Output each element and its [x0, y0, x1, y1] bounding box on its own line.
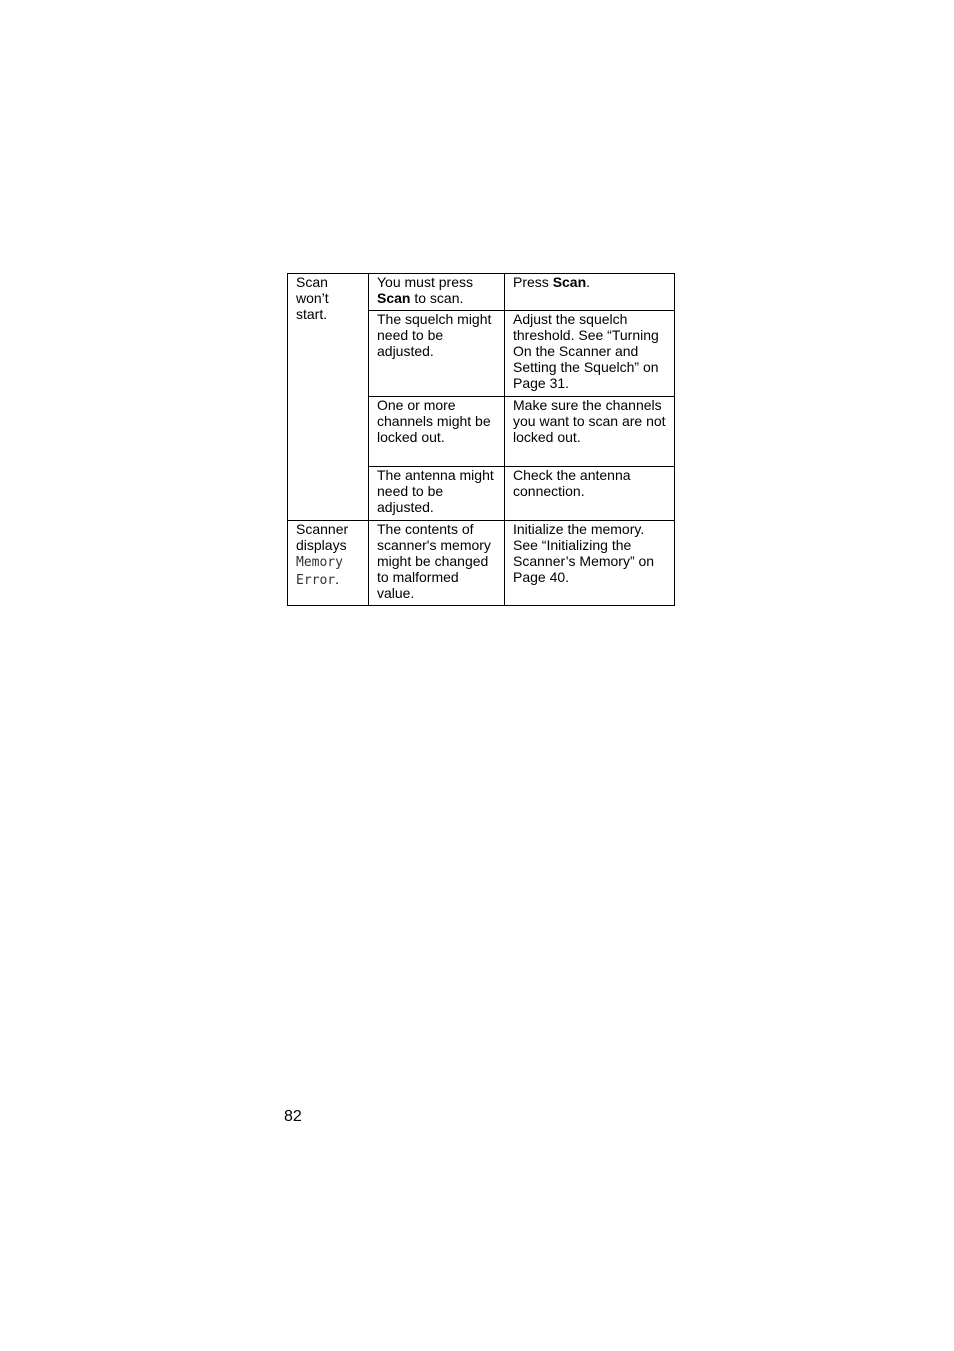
solution-cell: [505, 467, 675, 521]
cause-cell: [369, 521, 505, 606]
solution-text: Check the antenna connection.: [513, 467, 631, 499]
cause-cell: [369, 274, 505, 311]
solution-text: Make sure the channels you want to scan are not locked out.: [513, 397, 666, 445]
solution-cell: [505, 274, 675, 311]
cause-cell: [369, 397, 505, 467]
cause-text: The contents of scanner's memory might be changed to malformed value.: [377, 521, 491, 601]
cause-text-end: to scan.: [410, 290, 464, 306]
solution-cell: [505, 521, 675, 606]
cause-text: You must press: [377, 274, 473, 290]
cause-text: The antenna might need to be adjusted.: [377, 467, 494, 515]
page-number: 82: [284, 1108, 302, 1125]
solution-cell: [505, 397, 675, 467]
table-row: [288, 274, 675, 311]
problem-text: Scanner displays: [296, 521, 349, 553]
troubleshooting-table: [287, 273, 675, 606]
problem-text: Scan won’t start.: [296, 274, 329, 322]
solution-text-end: .: [586, 274, 591, 290]
solution-cell: [505, 311, 675, 397]
cause-keyword: Scan: [377, 290, 411, 306]
cause-text: The squelch might need to be adjusted.: [377, 311, 492, 359]
solution-text: Adjust the squelch threshold. See “Turning On the Scanner and Setting the Squelch” on Page 31.: [513, 311, 659, 391]
solution-text: Press: [513, 274, 553, 290]
problem-cell-scan-wont-start: [288, 274, 369, 521]
solution-text: Initialize the memory. See “Initializing the Scanner’s Memory” on Page 40.: [513, 521, 655, 585]
problem-cell-memory-error: [288, 521, 369, 606]
cause-cell: [369, 467, 505, 521]
display-message-text: Memory Error: [296, 555, 343, 588]
cause-cell: [369, 311, 505, 397]
solution-keyword: Scan: [552, 274, 587, 290]
cause-text: One or more channels might be locked out.: [377, 397, 491, 445]
problem-text-end: .: [335, 571, 340, 587]
table-row: [288, 521, 675, 606]
